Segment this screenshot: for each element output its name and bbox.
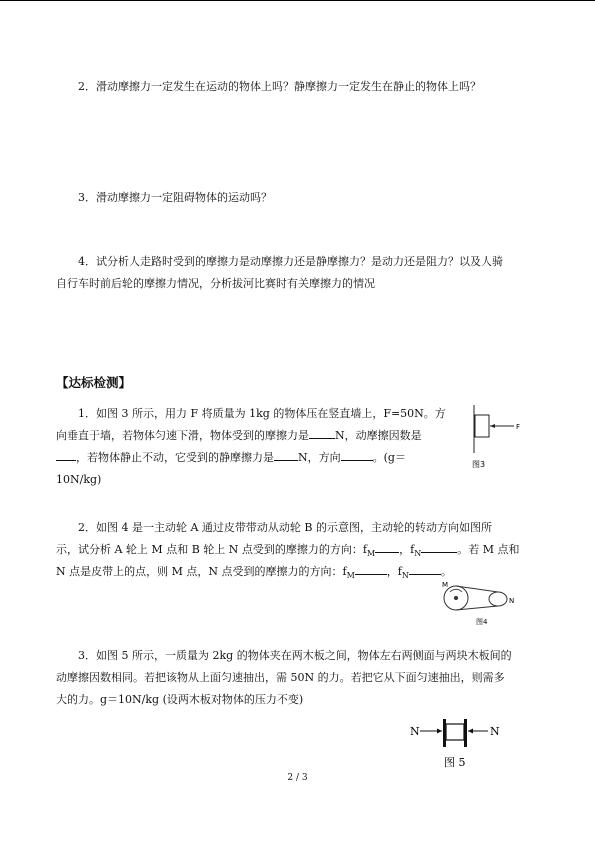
question-4-line1: 4．试分析人走路时受到的摩擦力是动摩擦力还是静摩擦力？是动力还是阻力？以及人骑 <box>78 255 503 268</box>
svg-text:M: M <box>442 581 449 589</box>
svg-text:N: N <box>509 597 515 605</box>
q2-line3: N 点是皮带上的点，则 M 点，N 点受到的摩擦力的方向：$f_M$ ，$f_N$ 。 <box>56 561 452 587</box>
q2-line1: 2．如图 4 是一主动轮 A 通过皮带带动从动轮 B 的示意图，主动轮的转动方向如图所 <box>78 521 493 534</box>
fig5-right-N: N <box>490 725 500 738</box>
page-number: 2 / 3 <box>287 773 308 783</box>
q1-line4: 10N/kg) <box>56 473 102 486</box>
q3-line2: 动摩擦因数相同。若把该物从上面匀速抽出，需 50N 的力。若把它从下面匀速抽出，则需多 <box>56 671 505 684</box>
fig3-F-label: F <box>516 423 521 431</box>
figure-4 <box>436 578 526 628</box>
fig5-left-N: N <box>410 725 420 738</box>
figure-5 <box>408 716 508 772</box>
question-4-line2: 自行车时前后轮的摩擦力情况，分析拔河比赛时有关摩擦力的情况 <box>56 277 375 290</box>
q1-line2: 向垂直于墙，若物体匀速下滑，物体受到的摩擦力是 N，动摩擦因数是 <box>56 425 422 447</box>
section-heading: 【达标检测】 <box>56 375 132 390</box>
fig5-caption: 图 5 <box>444 756 466 769</box>
q1-line1: 1．如图 3 所示，用力 F 将质量为 1kg 的物体压在竖直墙上，F=50N。方 <box>78 407 446 420</box>
fig3-caption: 图3 <box>472 460 486 469</box>
fig4-caption: 图4 <box>476 618 488 626</box>
q1-line3: ，若物体静止不动，它受到的静摩擦力是 N，方向 。(g＝ <box>56 447 406 469</box>
question-3-text: 3．滑动摩擦力一定阻碍物体的运动吗？ <box>78 191 272 204</box>
question-2-text: 2．滑动摩擦力一定发生在运动的物体上吗？静摩擦力一定发生在静止的物体上吗？ <box>78 80 481 93</box>
top-rule <box>0 0 595 1</box>
figure-3 <box>466 403 526 471</box>
q2-line2: 示，试分析 A 轮上 M 点和 B 轮上 N 点受到的摩擦力的方向：$f_M$ ，$f_N$ 。若 M 点和 <box>56 539 520 565</box>
q3-line3: 大的力。g＝10N/kg (设两木板对物体的压力不变) <box>56 693 304 706</box>
q3-line1: 3．如图 5 所示，一质量为 2kg 的物体夹在两木板之间，物体左右两侧面与两块木板间的 <box>78 649 512 662</box>
